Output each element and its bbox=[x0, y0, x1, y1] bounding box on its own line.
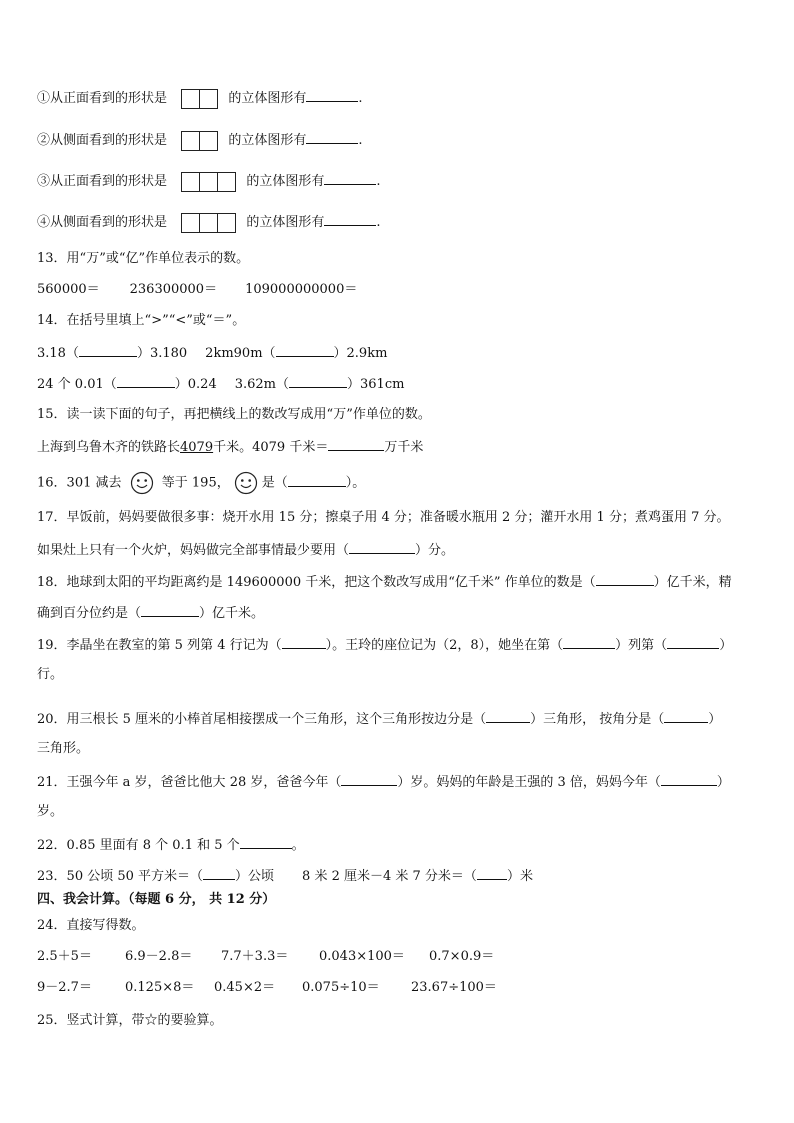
q15-body bbox=[37, 436, 423, 458]
question-text: ）岁。妈妈的年龄是王强的 3 倍，妈妈今年（ bbox=[397, 775, 661, 790]
q12-item-2 bbox=[37, 129, 362, 151]
item-prefix: 从侧面看到的形状是 bbox=[50, 215, 168, 230]
compare-left: 3.18（ bbox=[37, 346, 79, 361]
q20-line-1 bbox=[37, 708, 721, 730]
q12-item-4 bbox=[37, 211, 380, 233]
expr: 9－2.7＝ bbox=[37, 980, 92, 995]
answer-blank[interactable] bbox=[306, 87, 358, 102]
question-text: ）列第（ bbox=[615, 638, 668, 653]
question-text: ） bbox=[719, 638, 733, 653]
q24-row-1 bbox=[37, 947, 494, 967]
question-text: ）。 bbox=[345, 475, 366, 491]
smiley-icon bbox=[234, 471, 258, 495]
answer-blank[interactable] bbox=[596, 571, 654, 586]
q15-title: 15．读一读下面的句子，再把横线上的数改写成用“万”作单位的数。 bbox=[37, 407, 431, 422]
section-4-title: 四、我会计算。（每题 6 分， 共 12 分） bbox=[37, 892, 276, 907]
question-text: 23．50 公顷 50 平方米＝（ bbox=[37, 869, 204, 884]
three-square-shape bbox=[181, 213, 236, 233]
expr: 0.043×100＝ bbox=[319, 949, 405, 964]
expr: 6.9－2.8＝ bbox=[125, 949, 193, 964]
question-text: ）米 bbox=[506, 869, 533, 884]
compare-right: ）0.24 bbox=[174, 377, 217, 392]
question-text: 20．用三根长 5 厘米的小棒首尾相接摆成一个三角形，这个三角形按边分是（ bbox=[37, 712, 487, 727]
q16 bbox=[37, 471, 365, 495]
q13-exprs bbox=[37, 280, 357, 300]
expr: 0.45×2＝ bbox=[214, 980, 276, 995]
expr: 560000＝ bbox=[37, 282, 100, 297]
expr: 2.5＋5＝ bbox=[37, 949, 92, 964]
question-text: 21．王强今年 a 岁，爸爸比他大 28 岁，爸爸今年（ bbox=[37, 775, 342, 790]
answer-blank[interactable] bbox=[141, 602, 199, 617]
compare-right: ）3.180 bbox=[136, 346, 188, 361]
compare-left: 2km90m（ bbox=[205, 346, 276, 361]
q18-line-2 bbox=[37, 602, 264, 624]
answer-blank[interactable] bbox=[477, 865, 507, 880]
question-text: ）亿千米。 bbox=[199, 606, 265, 621]
q12-item-3 bbox=[37, 170, 380, 192]
answer-blank[interactable] bbox=[486, 708, 530, 723]
period: . bbox=[376, 174, 381, 189]
sentence-text: 千米。4079 千米＝ bbox=[213, 440, 329, 455]
answer-blank[interactable] bbox=[324, 211, 376, 226]
question-text: 19．李晶坐在教室的第 5 列第 4 行记为（ bbox=[37, 638, 282, 653]
item-prefix: 从侧面看到的形状是 bbox=[50, 133, 168, 148]
item-number: ① bbox=[37, 91, 51, 106]
unit-text: 万千米 bbox=[384, 440, 424, 455]
q12-item-1 bbox=[37, 87, 362, 109]
three-square-shape bbox=[181, 172, 236, 192]
answer-blank[interactable] bbox=[79, 342, 137, 357]
item-number: ④ bbox=[37, 215, 51, 230]
compare-right: ）361cm bbox=[347, 377, 405, 392]
answer-blank[interactable] bbox=[328, 436, 384, 451]
question-text: 22．0.85 里面有 8 个 0.1 和 5 个 bbox=[37, 838, 240, 853]
answer-blank[interactable] bbox=[664, 708, 708, 723]
item-prefix: 从正面看到的形状是 bbox=[50, 91, 168, 106]
question-text: ）分。 bbox=[415, 543, 455, 558]
q13-title: 13．用“万”或“亿”作单位表示的数。 bbox=[37, 251, 250, 266]
period: . bbox=[358, 91, 363, 106]
answer-blank[interactable] bbox=[289, 373, 347, 388]
expr: 0.075÷10＝ bbox=[302, 980, 380, 995]
question-text: ）亿千米，精 bbox=[653, 575, 732, 590]
expr: 23.67÷100＝ bbox=[411, 980, 497, 995]
expr: 7.7＋3.3＝ bbox=[221, 949, 289, 964]
expr: 236300000＝ bbox=[129, 282, 218, 297]
answer-blank[interactable] bbox=[117, 373, 175, 388]
q20-line-2: 三角形。 bbox=[37, 741, 90, 756]
question-text: 。 bbox=[291, 838, 305, 853]
answer-blank[interactable] bbox=[667, 634, 719, 649]
q21-line-2: 岁。 bbox=[37, 804, 64, 819]
q19-line-1 bbox=[37, 634, 732, 656]
q21-line-1 bbox=[37, 771, 730, 793]
q14-title: 14．在括号里填上“>”“<”或“＝”。 bbox=[37, 313, 246, 328]
q25-title: 25．竖式计算，带☆的要验算。 bbox=[37, 1013, 223, 1028]
answer-blank[interactable] bbox=[276, 342, 334, 357]
answer-blank[interactable] bbox=[282, 634, 326, 649]
compare-right: ）2.9km bbox=[333, 346, 388, 361]
sentence-text: 上海到乌鲁木齐的铁路长 bbox=[37, 440, 181, 455]
question-text: ）公顷 bbox=[235, 869, 275, 884]
answer-blank[interactable] bbox=[341, 771, 397, 786]
underlined-number: 4079 bbox=[180, 440, 214, 455]
period: . bbox=[376, 215, 381, 230]
question-text: 8 米 2 厘米－4 米 7 分米＝（ bbox=[302, 869, 477, 884]
question-text: 18．地球到太阳的平均距离约是 149600000 千米，把这个数改写成用“亿千米” 作单位的数是（ bbox=[37, 575, 596, 590]
question-text: 确到百分位约是（ bbox=[37, 606, 142, 621]
question-text: ）。王玲的座位记为（2，8），她坐在第（ bbox=[325, 638, 564, 653]
answer-blank[interactable] bbox=[240, 834, 292, 849]
question-text: ） bbox=[708, 712, 722, 727]
expr: 0.7×0.9＝ bbox=[429, 949, 495, 964]
item-number: ③ bbox=[37, 174, 51, 189]
answer-blank[interactable] bbox=[349, 539, 415, 554]
compare-left: 3.62m（ bbox=[234, 377, 289, 392]
question-text: ） bbox=[716, 775, 730, 790]
answer-blank[interactable] bbox=[563, 634, 615, 649]
question-text: ）三角形， 按角分是（ bbox=[530, 712, 665, 727]
answer-blank[interactable] bbox=[203, 865, 235, 880]
expr: 109000000000＝ bbox=[245, 282, 358, 297]
item-suffix: 的立体图形有 bbox=[228, 133, 307, 148]
item-prefix: 从正面看到的形状是 bbox=[50, 174, 168, 189]
q17-line-2 bbox=[37, 539, 454, 561]
q17-line-1: 17．早饭前，妈妈要做很多事：烧开水用 15 分；擦桌子用 4 分；准备暖水瓶用 2 分；灌开水用 1 分；煮鸡蛋用 7 分。 bbox=[37, 510, 730, 525]
period: . bbox=[358, 133, 363, 148]
q24-title: 24．直接写得数。 bbox=[37, 918, 145, 933]
question-text: 等于 195， bbox=[161, 475, 230, 491]
smiley-icon bbox=[130, 471, 154, 495]
two-square-shape bbox=[181, 131, 218, 151]
item-suffix: 的立体图形有 bbox=[246, 174, 325, 189]
q22 bbox=[37, 834, 305, 856]
answer-blank[interactable] bbox=[288, 472, 346, 487]
question-text: 是（ bbox=[261, 475, 288, 491]
question-text: 16．301 减去 bbox=[37, 475, 122, 491]
question-text: 如果灶上只有一个火炉，妈妈做完全部事情最少要用（ bbox=[37, 543, 350, 558]
q24-row-2 bbox=[37, 978, 497, 998]
item-number: ② bbox=[37, 133, 51, 148]
q23 bbox=[37, 865, 533, 887]
answer-blank[interactable] bbox=[661, 771, 717, 786]
item-suffix: 的立体图形有 bbox=[228, 91, 307, 106]
q19-line-2: 行。 bbox=[37, 667, 64, 682]
expr: 0.125×8＝ bbox=[125, 980, 195, 995]
answer-blank[interactable] bbox=[306, 129, 358, 144]
q14-row-1 bbox=[37, 342, 387, 364]
q14-row-2 bbox=[37, 373, 404, 395]
two-square-shape bbox=[181, 89, 218, 109]
item-suffix: 的立体图形有 bbox=[246, 215, 325, 230]
answer-blank[interactable] bbox=[324, 170, 376, 185]
q18-line-1 bbox=[37, 571, 732, 593]
compare-left: 24 个 0.01（ bbox=[37, 377, 117, 392]
